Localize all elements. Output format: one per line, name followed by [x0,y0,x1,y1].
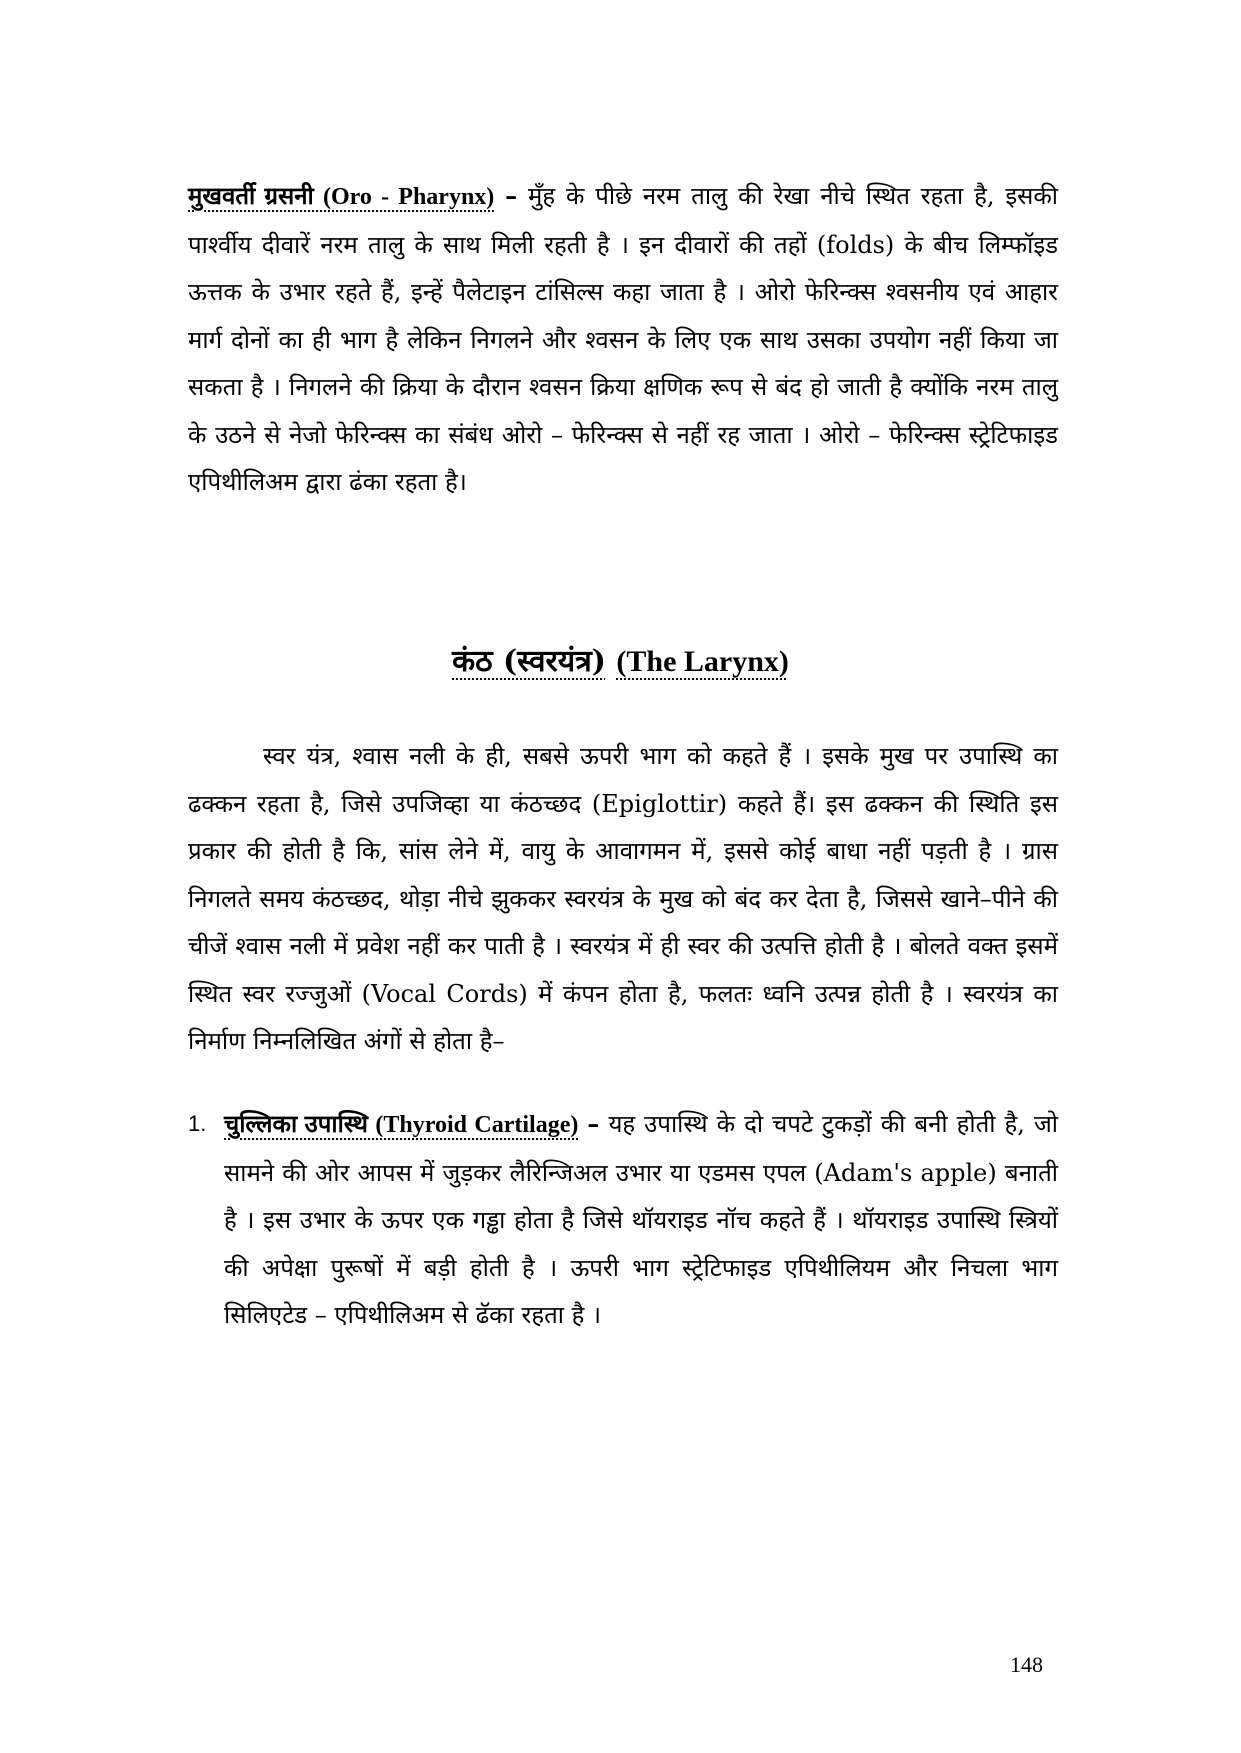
page-number: 148 [1010,1652,1043,1677]
paragraph-oro-pharynx [188,172,1058,507]
list-item-body [224,1100,1058,1340]
term-dash: – [505,181,518,210]
paragraph-text: मुँह के पीछे नरम तालु की रेखा नीचे स्थित रहता है, इसकी पार्श्वीय दीवारें नरम तालु के साथ मिली रहती है । इन दीवारों की तहों (folds) के बीच लिम्फॉइड ऊत्तक के उभार रहते हैं, इन्हें पैलेटाइन टांसिल्स कहा जाता है । ओरो फेरिन्क्स श्वसनीय एवं आहार मार्ग दोनों का ही भाग है लेकिन निगलने और श्वसन के लिए एक साथ उसका उपयोग नहीं किया जा सकता है । निगलने की क्रिया के दौरान श्वसन क्रिया क्षणिक रूप से बंद हो जाती है क्योंकि नरम तालु के उठने से नेजो फेरिन्क्स का संबंध ओरो – फेरिन्क्स से नहीं रह जाता । ओरो – फेरिन्क्स स्ट्रेटिफाइड एपिथीलिअम द्वारा ढंका रहता है। [188,182,1058,496]
term-dash: – [587,1109,600,1138]
term-oro-pharynx: मुखवर्ती ग्रसनी (Oro - Pharynx) [188,184,495,210]
heading-english: (The Larynx) [616,645,789,678]
term-thyroid-cartilage: चुल्लिका उपास्थि (Thyroid Cartilage) [224,1112,579,1138]
heading-hindi: कंठ (स्वरयंत्र) [452,644,606,679]
list-item-thyroid-cartilage [188,1100,1058,1340]
list-item-text: यह उपास्थि के दो चपटे टुकड़ों की बनी होती है, जो सामने की ओर आपस में जुड़कर लैरिन्जिअल उभार या एडमस एपल (Adam's apple) बनाती है । इस उभार के ऊपर एक गड्ढा होता है जिसे थॉयराइड नॉच कहते हैं । थॉयराइड उपास्थि स्त्रियों की अपेक्षा पुरूषों में बड़ी होती है । ऊपरी भाग स्ट्रेटिफाइड एपिथीलियम और निचला भाग सिलिएटेड – एपिथीलिअम से ढॅका रहता है । [224,1110,1058,1329]
paragraph-larynx-intro: स्वर यंत्र, श्वास नली के ही, सबसे ऊपरी भाग को कहते हैं । इसके मुख पर उपास्थि का ढक्कन रहता है, जिसे उपजिव्हा या कंठच्छद (Epiglottir) कहते हैं। इस ढक्कन की स्थिति इस प्रकार की होती है कि, सांस लेने में, वायु के आवागमन में, इससे कोई बाधा नहीं पड़ती है । ग्रास निगलते समय कंठच्छद, थोड़ा नीचे झुककर स्वरयंत्र के मुख को बंद कर देता है, जिससे खाने–पीने की चीजें श्वास नली में प्रवेश नहीं कर पाती है । स्वरयंत्र में ही स्वर की उत्पत्ति होती है । बोलते वक्त इसमें स्थित स्वर रज्जुओं (Vocal Cords) में कंपन होता है, फलतः ध्वनि उत्पन्न होती है । स्वरयंत्र का निर्माण निम्नलिखित अंगों से होता है– [188,742,1058,1055]
section-heading-larynx [0,637,1241,687]
list-item-number: 1. [188,1111,207,1136]
